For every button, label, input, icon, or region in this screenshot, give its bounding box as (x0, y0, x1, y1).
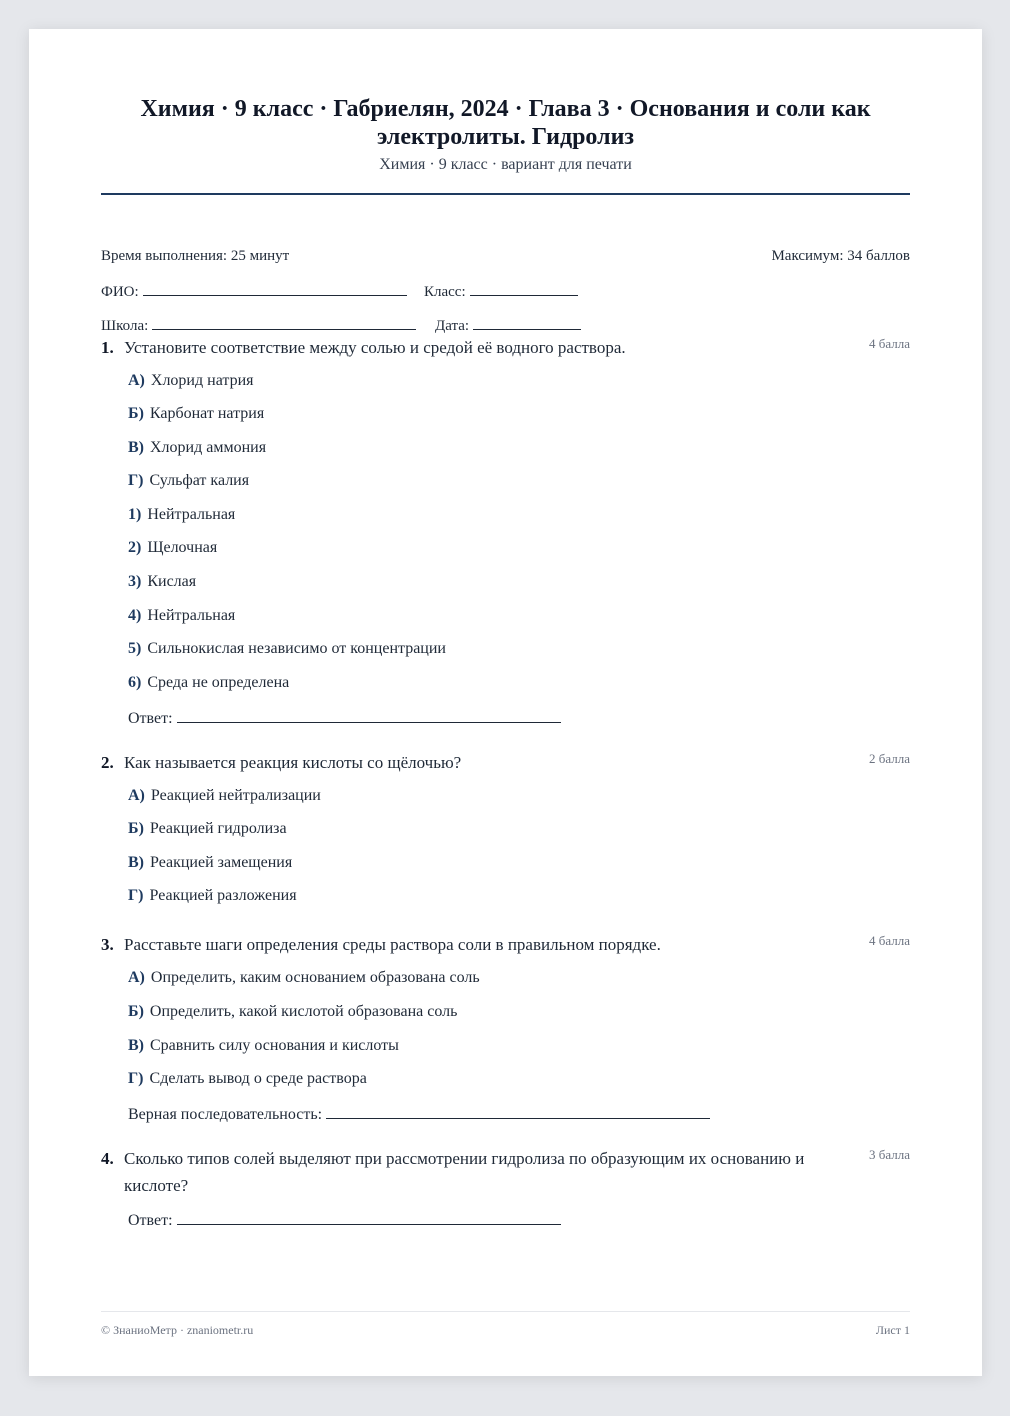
option-label: А) (128, 969, 145, 986)
option-label: В) (128, 439, 144, 456)
option-text: Хлорид натрия (150, 372, 254, 389)
option[interactable] (128, 820, 287, 838)
question-number: 3. (101, 935, 114, 954)
question-text: Установите соответствие между солью и средой её водного раствора. (124, 338, 626, 357)
option-label: Г) (128, 472, 144, 489)
option-label: 5) (128, 640, 142, 657)
question-number: 2. (101, 753, 114, 772)
option[interactable] (128, 472, 249, 490)
school-field[interactable] (101, 315, 416, 335)
question-number: 4. (101, 1149, 114, 1168)
option-label: 6) (128, 674, 142, 691)
option[interactable] (128, 640, 446, 658)
class-line[interactable] (470, 281, 578, 296)
question-points: 3 балла (869, 1147, 910, 1162)
option-text: Кислая (147, 573, 197, 590)
option-text: Реакцией замещения (150, 854, 293, 871)
max-score: Максимум: 34 баллов (771, 248, 910, 264)
page-number: Лист 1 (875, 1323, 910, 1337)
answer-label: Ответ: (128, 710, 173, 727)
option[interactable] (128, 969, 480, 987)
option-text: Реакцией гидролиза (149, 820, 287, 837)
option[interactable] (128, 674, 289, 692)
option-label: А) (128, 787, 145, 804)
question-points: 2 балла (869, 751, 910, 766)
question-4 (101, 1145, 910, 1229)
option-label: В) (128, 1037, 144, 1054)
worksheet-page (29, 29, 982, 1376)
question-header (101, 931, 910, 958)
option-label: 4) (128, 607, 142, 624)
option[interactable] (128, 787, 321, 805)
option[interactable] (128, 854, 292, 872)
school-line[interactable] (152, 315, 416, 330)
option-label: В) (128, 854, 144, 871)
option-label: 2) (128, 539, 142, 556)
option-text: Щелочная (147, 539, 218, 556)
question-points: 4 балла (869, 933, 910, 948)
option-label: Б) (128, 820, 144, 837)
answer-field[interactable] (128, 1210, 561, 1230)
question-1 (101, 334, 910, 727)
option[interactable] (128, 573, 196, 591)
option-text: Реакцией разложения (149, 887, 297, 904)
question-number: 1. (101, 338, 114, 357)
option-text: Нейтральная (147, 506, 236, 523)
option-text: Определить, каким основанием образована соль (150, 969, 480, 986)
header-divider (101, 193, 910, 195)
question-header (101, 334, 910, 361)
fio-label: ФИО: (101, 284, 139, 300)
answer-field[interactable] (128, 708, 561, 728)
option[interactable] (128, 439, 266, 457)
option[interactable] (128, 607, 235, 625)
question-text: Сколько типов солей выделяют при рассмотрении гидролиза по образующим их основанию и кислоте? (124, 1149, 805, 1195)
option[interactable] (128, 539, 217, 557)
question-text: Расставьте шаги определения среды раствора соли в правильном порядке. (124, 935, 661, 954)
page-subtitle: Химия · 9 класс · вариант для печати (379, 156, 632, 173)
option-label: Б) (128, 1003, 144, 1020)
answer-line[interactable] (326, 1104, 710, 1119)
footer-divider (101, 1311, 910, 1312)
school-label: Школа: (101, 318, 149, 334)
option[interactable] (128, 372, 254, 390)
option-text: Определить, какой кислотой образована соль (149, 1003, 458, 1020)
question-header (101, 749, 910, 776)
answer-label: Верная последовательность: (128, 1106, 323, 1123)
option-text: Сильнокислая независимо от концентрации (147, 640, 446, 657)
class-label: Класс: (424, 284, 466, 300)
fio-line[interactable] (143, 281, 407, 296)
option-text: Карбонат натрия (149, 405, 265, 422)
option[interactable] (128, 1070, 367, 1088)
date-line[interactable] (473, 315, 581, 330)
question-text: Как называется реакция кислоты со щёлочью? (124, 753, 462, 772)
option-label: 1) (128, 506, 142, 523)
option-text: Нейтральная (147, 607, 236, 624)
question-3 (101, 931, 910, 1123)
question-2 (101, 749, 910, 904)
option-label: 3) (128, 573, 142, 590)
footer-copyright: © ЗнаниоМетр · znaniometr.ru (101, 1323, 254, 1337)
option[interactable] (128, 506, 235, 524)
question-points: 4 балла (869, 336, 910, 351)
option-label: Г) (128, 887, 144, 904)
option-text: Среда не определена (147, 674, 290, 691)
option-label: Г) (128, 1070, 144, 1087)
sequence-answer-field[interactable] (128, 1104, 710, 1124)
page-title: Химия · 9 класс · Габриелян, 2024 · Глава 3 · Основания и соли как электролиты. Гидролиз (140, 96, 871, 150)
question-header (101, 1145, 910, 1199)
date-label: Дата: (435, 318, 470, 334)
answer-label: Ответ: (128, 1212, 173, 1229)
option[interactable] (128, 1037, 399, 1055)
class-field[interactable] (424, 281, 578, 301)
fio-field[interactable] (101, 281, 407, 301)
option-text: Сульфат калия (149, 472, 250, 489)
option-text: Сделать вывод о среде раствора (149, 1070, 367, 1087)
date-field[interactable] (435, 315, 581, 335)
page-content (101, 29, 910, 1376)
option[interactable] (128, 405, 264, 423)
time-limit: Время выполнения: 25 минут (101, 248, 290, 264)
option-text: Реакцией нейтрализации (150, 787, 321, 804)
answer-line[interactable] (177, 1210, 561, 1225)
option-label: Б) (128, 405, 144, 422)
option-text: Сравнить силу основания и кислоты (150, 1037, 399, 1054)
option-label: А) (128, 372, 145, 389)
option[interactable] (128, 887, 297, 905)
answer-line[interactable] (177, 708, 561, 723)
option-text: Хлорид аммония (150, 439, 267, 456)
option[interactable] (128, 1003, 457, 1021)
